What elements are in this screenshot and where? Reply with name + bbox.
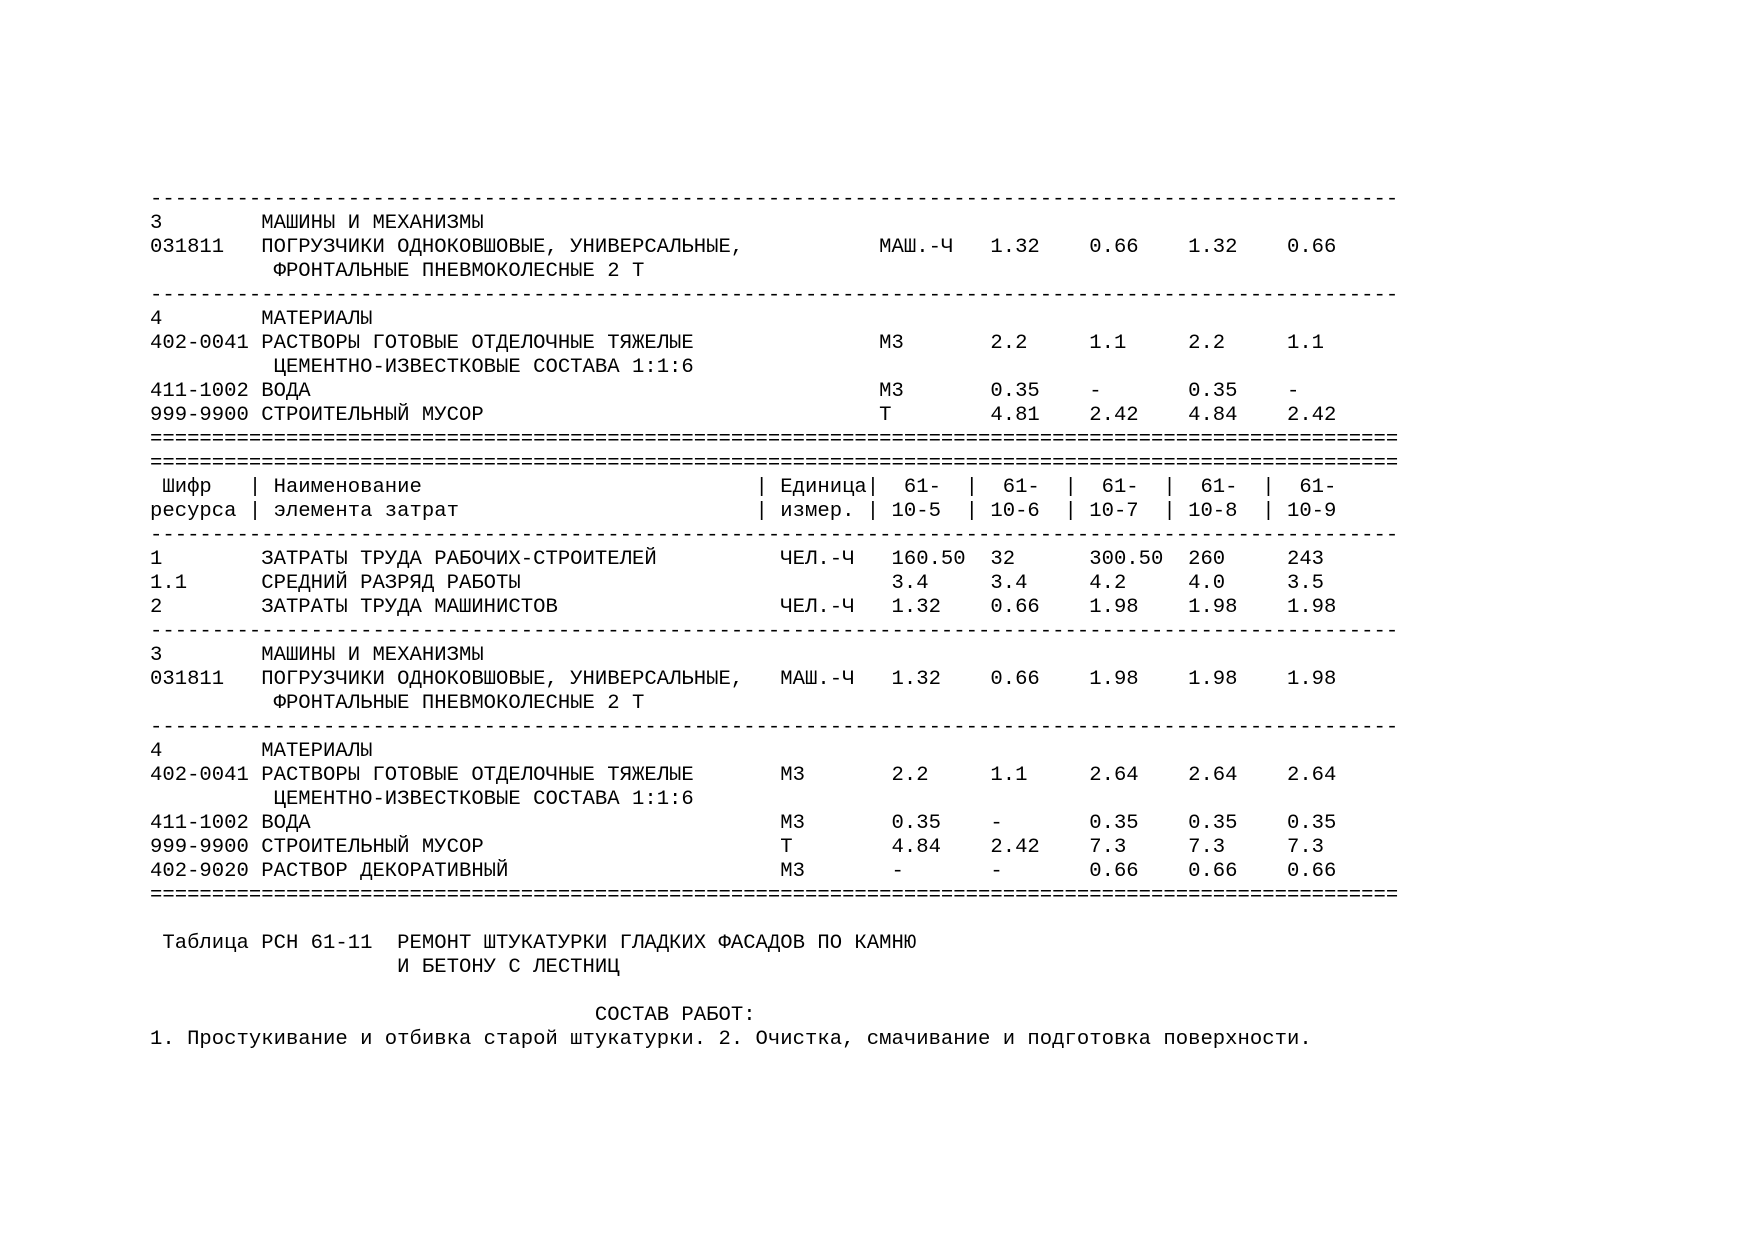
dashed-rule: ----------------------------------------------------------------------------------------------------- [150,620,1399,643]
table-row-continuation: ЦЕМЕНТНО-ИЗВЕСТКОВЫЕ СОСТАВА 1:1:6 [150,788,694,811]
work-composition-heading: СОСТАВ РАБОТ: [150,1004,756,1027]
section-heading-materials: 4 МАТЕРИАЛЫ [150,740,373,763]
document-page [150,188,1398,1052]
work-composition-text: 1. Простукивание и отбивка старой штукатурки. 2. Очистка, смачивание и подготовка поверхности. [150,1028,1312,1051]
table-row: 402-9020 РАСТВОР ДЕКОРАТИВНЫЙ М3 - - 0.66 0.66 0.66 [150,860,1337,883]
table-title-continuation: И БЕТОНУ С ЛЕСТНИЦ [150,956,620,979]
dashed-rule: ----------------------------------------------------------------------------------------------------- [150,524,1399,547]
table-row-continuation: ФРОНТАЛЬНЫЕ ПНЕВМОКОЛЕСНЫЕ 2 Т [150,692,645,715]
table-row-continuation: ФРОНТАЛЬНЫЕ ПНЕВМОКОЛЕСНЫЕ 2 Т [150,260,645,283]
blank-line [150,908,1398,932]
table-row: 2 ЗАТРАТЫ ТРУДА МАШИНИСТОВ ЧЕЛ.-Ч 1.32 0.66 1.98 1.98 1.98 [150,596,1337,619]
table-row: 1.1 СРЕДНИЙ РАЗРЯД РАБОТЫ 3.4 3.4 4.2 4.0 3.5 [150,572,1325,595]
table-row-continuation: ЦЕМЕНТНО-ИЗВЕСТКОВЫЕ СОСТАВА 1:1:6 [150,356,694,379]
table-header-row: ресурса | элемента затрат | измер. | 10-5 | 10-6 | 10-7 | 10-8 | 10-9 [150,500,1337,523]
table-row: 031811 ПОГРУЗЧИКИ ОДНОКОВШОВЫЕ, УНИВЕРСАЛЬНЫЕ, МАШ.-Ч 1.32 0.66 1.98 1.98 1.98 [150,668,1337,691]
double-rule: ===================================================================================================== [150,884,1399,907]
table-header-row: Шифр | Наименование | Единица| 61- | 61- | 61- | 61- | 61- [150,476,1337,499]
section-heading-machines: 3 МАШИНЫ И МЕХАНИЗМЫ [150,644,484,667]
table-row: 999-9900 СТРОИТЕЛЬНЫЙ МУСОР Т 4.84 2.42 7.3 7.3 7.3 [150,836,1325,859]
blank-line [150,980,1398,1004]
dashed-rule: ----------------------------------------------------------------------------------------------------- [150,284,1399,307]
table-row: 411-1002 ВОДА М3 0.35 - 0.35 - [150,380,1300,403]
dashed-rule: ----------------------------------------------------------------------------------------------------- [150,188,1399,211]
double-rule: ===================================================================================================== [150,428,1399,451]
table-row: 402-0041 РАСТВОРЫ ГОТОВЫЕ ОТДЕЛОЧНЫЕ ТЯЖЕЛЫЕ М3 2.2 1.1 2.2 1.1 [150,332,1325,355]
table-title: Таблица РСН 61-11 РЕМОНТ ШТУКАТУРКИ ГЛАДКИХ ФАСАДОВ ПО КАМНЮ [150,932,917,955]
table-row: 1 ЗАТРАТЫ ТРУДА РАБОЧИХ-СТРОИТЕЛЕЙ ЧЕЛ.-Ч 160.50 32 300.50 260 243 [150,548,1325,571]
double-rule: ===================================================================================================== [150,452,1399,475]
section-heading-materials: 4 МАТЕРИАЛЫ [150,308,373,331]
table-row: 411-1002 ВОДА М3 0.35 - 0.35 0.35 0.35 [150,812,1337,835]
table-row: 999-9900 СТРОИТЕЛЬНЫЙ МУСОР Т 4.81 2.42 4.84 2.42 [150,404,1337,427]
table-row: 402-0041 РАСТВОРЫ ГОТОВЫЕ ОТДЕЛОЧНЫЕ ТЯЖЕЛЫЕ М3 2.2 1.1 2.64 2.64 2.64 [150,764,1337,787]
table-row: 031811 ПОГРУЗЧИКИ ОДНОКОВШОВЫЕ, УНИВЕРСАЛЬНЫЕ, МАШ.-Ч 1.32 0.66 1.32 0.66 [150,236,1337,259]
section-heading-machines: 3 МАШИНЫ И МЕХАНИЗМЫ [150,212,484,235]
dashed-rule: ----------------------------------------------------------------------------------------------------- [150,716,1399,739]
